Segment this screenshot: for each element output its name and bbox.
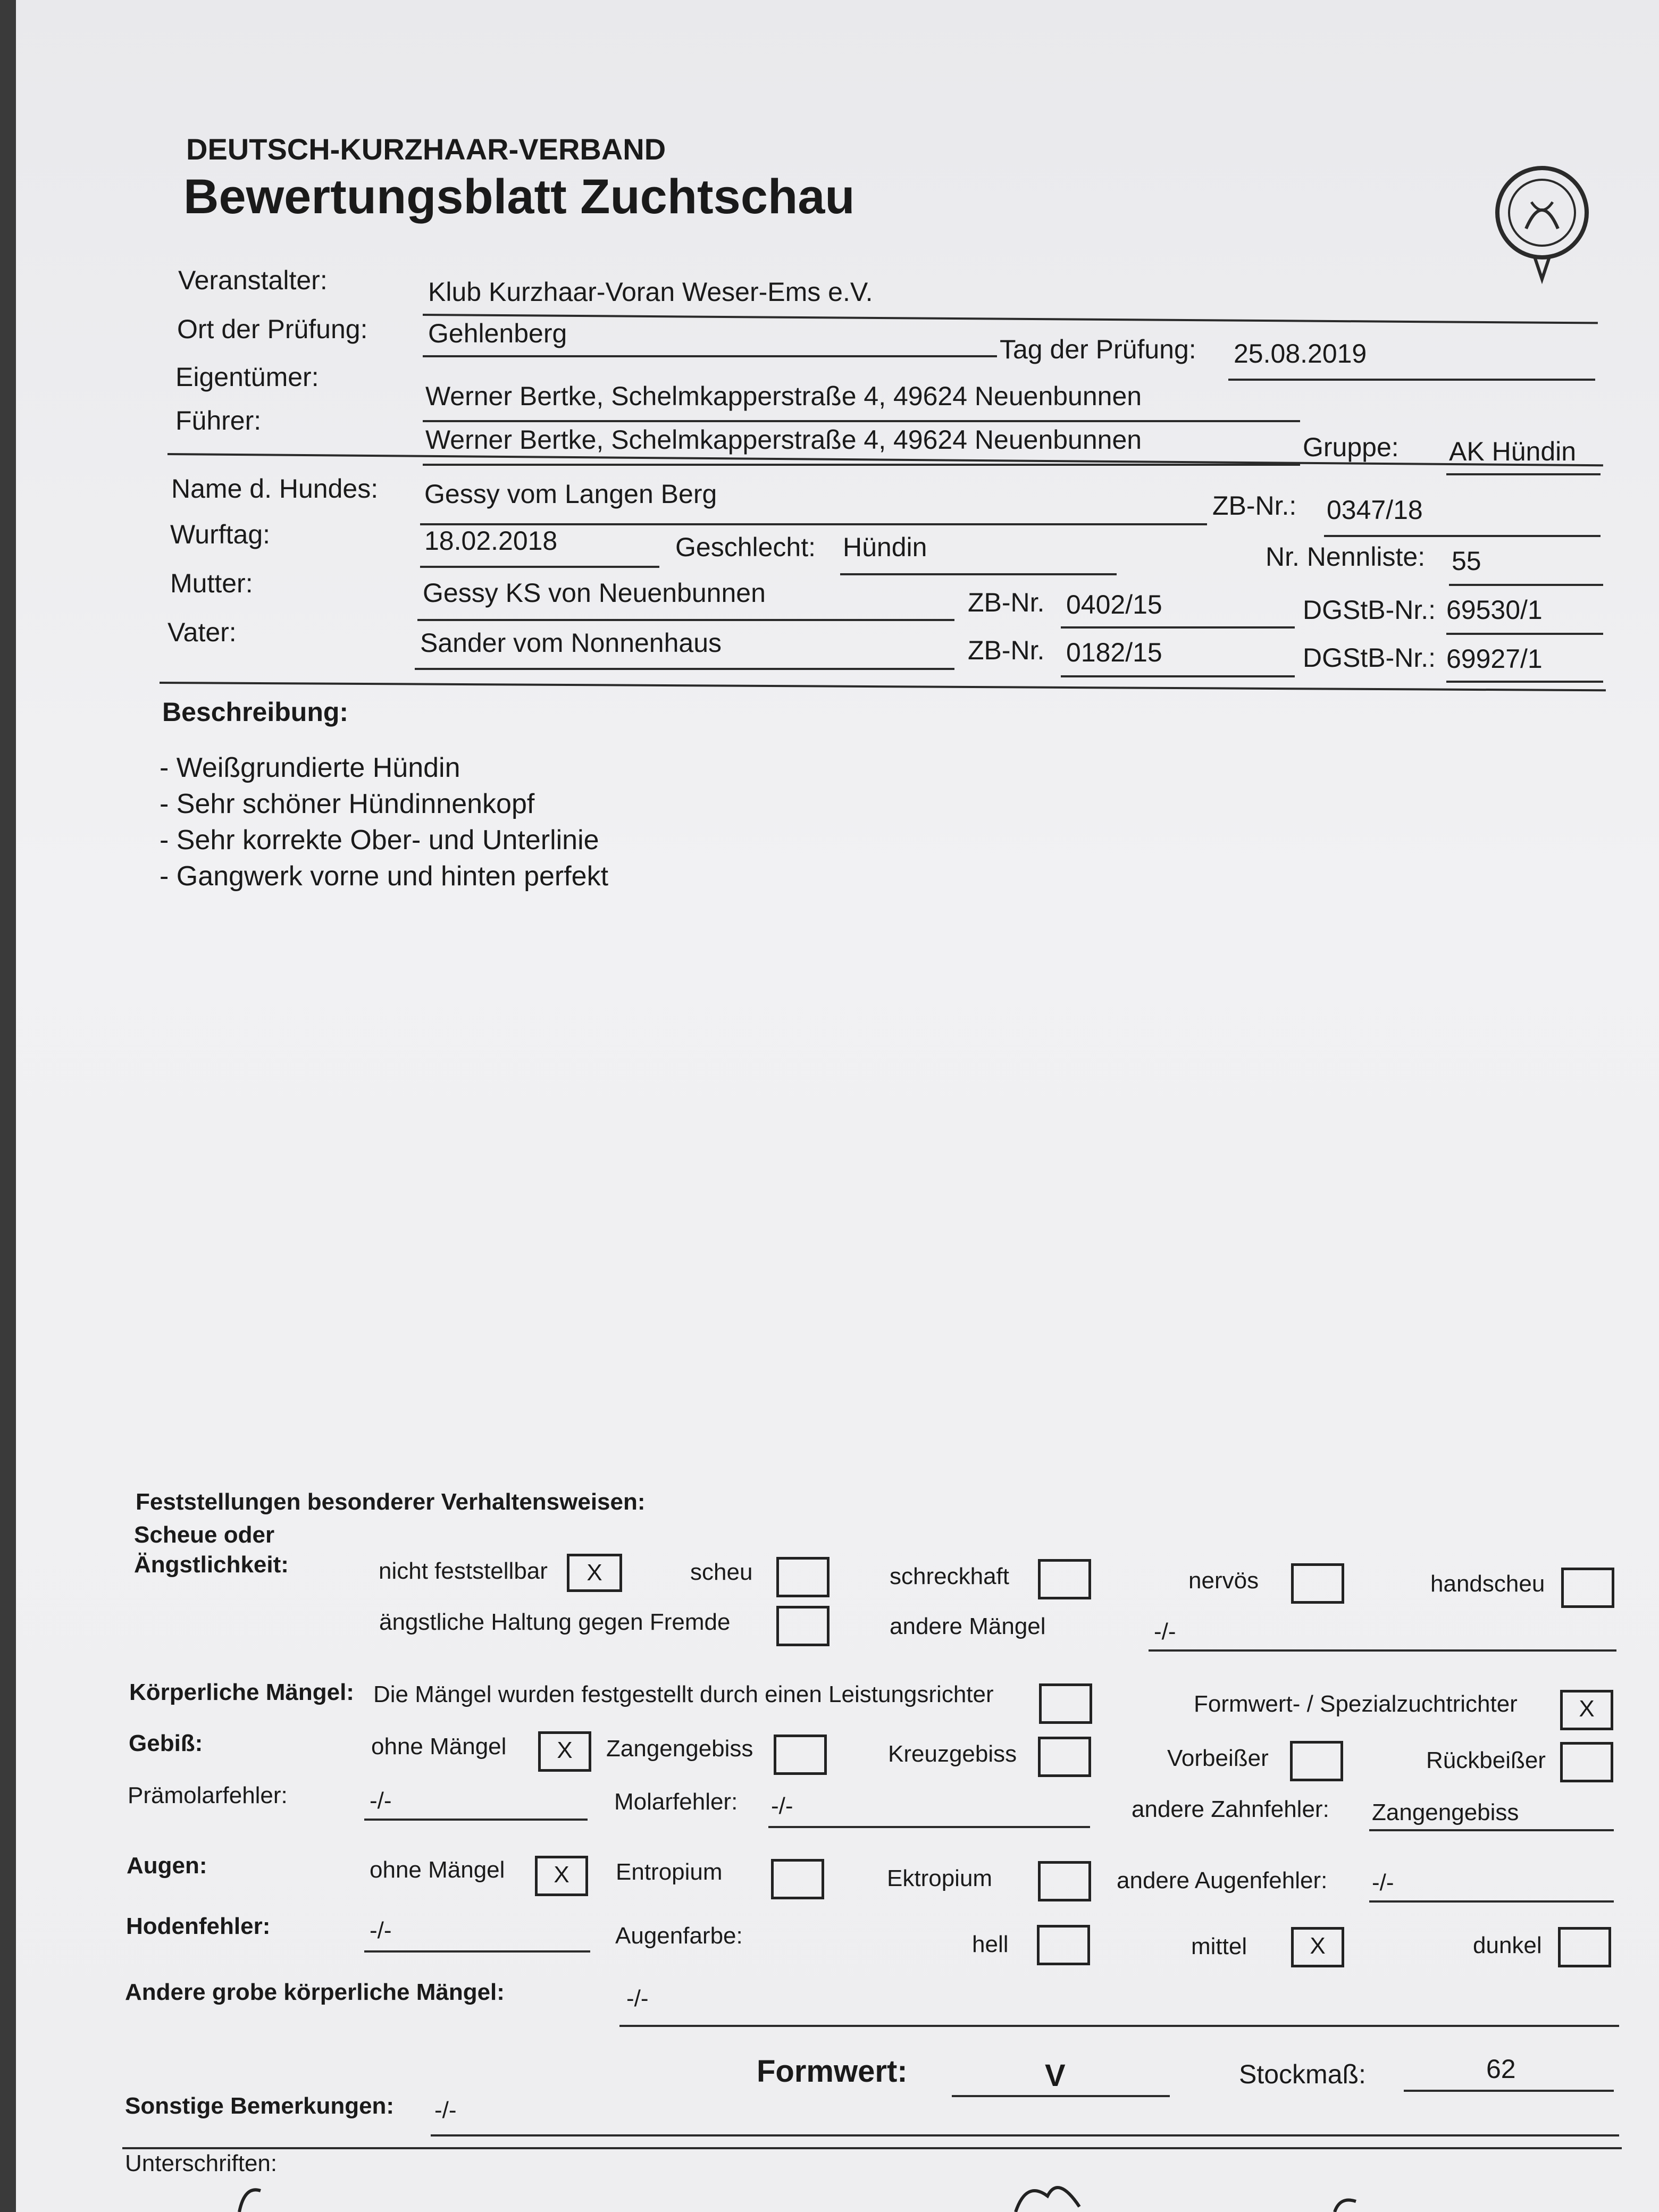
mittel-checkbox[interactable]: X bbox=[1291, 1927, 1344, 1967]
rueckbeisser-checkbox[interactable] bbox=[1560, 1742, 1613, 1782]
scheue-label-1: Scheue oder bbox=[134, 1522, 275, 1548]
hoden-label: Hodenfehler: bbox=[126, 1913, 271, 1939]
mutter-dgstb-value: 69530/1 bbox=[1446, 595, 1543, 625]
signatures-icon bbox=[218, 2175, 1441, 2212]
mutter-zb-value: 0402/15 bbox=[1066, 590, 1162, 619]
praemolar-label: Prämolarfehler: bbox=[128, 1782, 288, 1808]
beschreibung-list bbox=[160, 750, 608, 894]
name-value: Gessy vom Langen Berg bbox=[424, 479, 717, 509]
fuehrer-line bbox=[423, 464, 1300, 466]
formwert-label: Formwert: bbox=[757, 2054, 908, 2089]
geschlecht-label: Geschlecht: bbox=[675, 532, 816, 562]
vater-label: Vater: bbox=[167, 617, 237, 647]
veranstalter-line bbox=[423, 314, 1598, 324]
tag-line bbox=[1228, 379, 1595, 381]
wurftag-label: Wurftag: bbox=[170, 520, 271, 549]
mutter-zb-label: ZB-Nr. bbox=[968, 588, 1045, 617]
page-title: Bewertungsblatt Zuchtschau bbox=[183, 170, 855, 224]
vater-dgstb-label: DGStB-Nr.: bbox=[1303, 643, 1436, 673]
stockmass-value: 62 bbox=[1486, 2054, 1516, 2084]
unterschriften-label: Unterschriften: bbox=[125, 2150, 278, 2176]
kreuzgebiss-label: Kreuzgebiss bbox=[888, 1741, 1017, 1767]
andere-maengel-label: andere Mängel bbox=[890, 1613, 1046, 1639]
nervoes-checkbox[interactable] bbox=[1291, 1563, 1344, 1604]
bemerkungen-value: -/- bbox=[434, 2097, 457, 2123]
nicht-feststellbar-label: nicht feststellbar bbox=[379, 1558, 548, 1584]
vorbeisser-checkbox[interactable] bbox=[1290, 1741, 1343, 1781]
mittel-label: mittel bbox=[1191, 1933, 1247, 1959]
ektropium-label: Ektropium bbox=[887, 1865, 993, 1891]
scheu-label: scheu bbox=[690, 1559, 753, 1585]
nicht-feststellbar-checkbox[interactable]: X bbox=[567, 1554, 622, 1592]
schreckhaft-label: schreckhaft bbox=[890, 1563, 1009, 1589]
hoden-value: -/- bbox=[370, 1917, 392, 1943]
scheue-label-2: Ängstlichkeit: bbox=[134, 1552, 289, 1578]
wurftag-line bbox=[420, 566, 659, 568]
gebiss-label: Gebiß: bbox=[129, 1730, 203, 1756]
fuehrer-value: Werner Bertke, Schelmkapperstraße 4, 49624 Neuenbunnen bbox=[425, 425, 1142, 455]
eigentuemer-label: Eigentümer: bbox=[175, 362, 319, 392]
list-item: - Weißgrundierte Hündin bbox=[160, 752, 460, 783]
dunkel-label: dunkel bbox=[1473, 1932, 1542, 1958]
nervoes-label: nervös bbox=[1188, 1568, 1259, 1594]
ektropium-checkbox[interactable] bbox=[1038, 1861, 1091, 1901]
mutter-value: Gessy KS von Neuenbunnen bbox=[423, 578, 766, 608]
kreuzgebiss-checkbox[interactable] bbox=[1038, 1737, 1091, 1777]
zb-label: ZB-Nr.: bbox=[1212, 491, 1297, 521]
vater-dgstb-value: 69927/1 bbox=[1446, 644, 1543, 674]
formwert-richter-checkbox[interactable]: X bbox=[1560, 1690, 1613, 1730]
veranstalter-value: Klub Kurzhaar-Voran Weser-Ems e.V. bbox=[428, 277, 873, 307]
andere-augen-label: andere Augenfehler: bbox=[1117, 1867, 1328, 1893]
formwert-value: V bbox=[1045, 2058, 1066, 2093]
zangengebiss-checkbox[interactable] bbox=[774, 1735, 827, 1775]
form-sheet bbox=[16, 0, 1659, 2212]
augenfarbe-label: Augenfarbe: bbox=[615, 1923, 743, 1949]
aengstlich-label: ängstliche Haltung gegen Fremde bbox=[379, 1609, 731, 1635]
augen-ohne-checkbox[interactable]: X bbox=[535, 1856, 588, 1896]
grobe-value: -/- bbox=[626, 1985, 649, 2012]
andere-zahn-value: Zangengebiss bbox=[1372, 1799, 1519, 1825]
nennliste-value: 55 bbox=[1452, 546, 1481, 576]
section-divider-2 bbox=[160, 682, 1606, 691]
dunkel-checkbox[interactable] bbox=[1558, 1927, 1611, 1967]
zb-value: 0347/18 bbox=[1327, 495, 1423, 525]
mutter-dgstb-label: DGStB-Nr.: bbox=[1303, 595, 1436, 625]
beschreibung-heading: Beschreibung: bbox=[162, 697, 349, 727]
entropium-label: Entropium bbox=[616, 1859, 723, 1885]
tag-label: Tag der Prüfung: bbox=[1000, 334, 1196, 364]
rueckbeisser-label: Rückbeißer bbox=[1426, 1747, 1546, 1773]
list-item: - Sehr schöner Hündinnenkopf bbox=[160, 789, 535, 819]
mutter-zb-line bbox=[1061, 626, 1295, 629]
leistungsrichter-checkbox[interactable] bbox=[1039, 1683, 1092, 1724]
zb-line bbox=[1324, 535, 1601, 537]
vater-zb-value: 0182/15 bbox=[1066, 638, 1162, 667]
aengstlich-checkbox[interactable] bbox=[776, 1606, 830, 1646]
andere-zahn-line bbox=[1369, 1829, 1614, 1831]
andere-zahn-label: andere Zahnfehler: bbox=[1132, 1796, 1329, 1822]
stockmass-line bbox=[1404, 2090, 1614, 2092]
wurftag-value: 18.02.2018 bbox=[424, 526, 558, 556]
geschlecht-line bbox=[840, 573, 1117, 575]
gruppe-label: Gruppe: bbox=[1303, 432, 1399, 462]
augen-ohne-label: ohne Mängel bbox=[370, 1857, 505, 1883]
verhalten-heading: Feststellungen besonderer Verhaltensweisen: bbox=[136, 1489, 646, 1515]
scheu-checkbox[interactable] bbox=[776, 1557, 830, 1597]
bemerkungen-line bbox=[431, 2134, 1619, 2136]
vater-zb-line bbox=[1061, 675, 1295, 677]
molar-line bbox=[768, 1826, 1090, 1828]
entropium-checkbox[interactable] bbox=[771, 1859, 824, 1899]
list-item: - Sehr korrekte Ober- und Unterlinie bbox=[160, 825, 599, 856]
formwert-line bbox=[952, 2095, 1170, 2097]
handscheu-label: handscheu bbox=[1430, 1571, 1545, 1597]
koerper-heading: Körperliche Mängel: bbox=[129, 1679, 354, 1705]
vater-dgstb-line bbox=[1446, 681, 1603, 683]
augen-label: Augen: bbox=[127, 1853, 207, 1879]
footer-divider bbox=[122, 2147, 1622, 2149]
handscheu-checkbox[interactable] bbox=[1561, 1568, 1614, 1608]
bemerkungen-label: Sonstige Bemerkungen: bbox=[125, 2093, 395, 2119]
fuehrer-label: Führer: bbox=[175, 406, 262, 435]
vater-value: Sander vom Nonnenhaus bbox=[420, 628, 722, 658]
vater-zb-label: ZB-Nr. bbox=[968, 635, 1045, 665]
gebiss-ohne-checkbox[interactable]: X bbox=[538, 1731, 591, 1772]
mutter-dgstb-line bbox=[1446, 633, 1603, 635]
name-label: Name d. Hundes: bbox=[171, 474, 379, 504]
stockmass-label: Stockmaß: bbox=[1239, 2059, 1366, 2089]
hell-label: hell bbox=[972, 1931, 1009, 1957]
hoden-line bbox=[364, 1950, 590, 1953]
hell-checkbox[interactable] bbox=[1037, 1925, 1090, 1965]
andere-maengel-line bbox=[1149, 1649, 1616, 1652]
eigentuemer-line bbox=[423, 420, 1300, 422]
club-seal-icon bbox=[1489, 160, 1595, 287]
grobe-label: Andere grobe körperliche Mängel: bbox=[125, 1979, 505, 2005]
vorbeisser-label: Vorbeißer bbox=[1167, 1745, 1269, 1771]
org-name: DEUTSCH-KURZHAAR-VERBAND bbox=[186, 132, 666, 166]
gruppe-line bbox=[1446, 473, 1601, 475]
koerper-text: Die Mängel wurden festgestellt durch einen Leistungsrichter bbox=[373, 1681, 994, 1707]
list-item: - Gangwerk vorne und hinten perfekt bbox=[160, 861, 609, 892]
eigentuemer-value: Werner Bertke, Schelmkapperstraße 4, 49624 Neuenbunnen bbox=[425, 381, 1142, 411]
gruppe-value: AK Hündin bbox=[1449, 437, 1577, 466]
ort-value: Gehlenberg bbox=[428, 319, 567, 348]
grobe-line bbox=[619, 2025, 1619, 2027]
andere-augen-value: -/- bbox=[1372, 1870, 1394, 1896]
molar-label: Molarfehler: bbox=[614, 1789, 738, 1815]
vater-line bbox=[415, 668, 954, 670]
mutter-line bbox=[417, 619, 954, 621]
andere-maengel-value: -/- bbox=[1154, 1619, 1176, 1645]
ort-line bbox=[423, 355, 997, 357]
molar-value: -/- bbox=[771, 1793, 793, 1819]
zangengebiss-label: Zangengebiss bbox=[606, 1736, 753, 1762]
formwert-richter-label: Formwert- / Spezialzuchtrichter bbox=[1194, 1691, 1518, 1717]
geschlecht-value: Hündin bbox=[843, 532, 927, 562]
veranstalter-label: Veranstalter: bbox=[178, 265, 328, 295]
andere-augen-line bbox=[1369, 1900, 1614, 1903]
nennliste-line bbox=[1449, 584, 1603, 586]
mutter-label: Mutter: bbox=[170, 568, 253, 598]
praemolar-line bbox=[364, 1819, 588, 1821]
gebiss-ohne-label: ohne Mängel bbox=[371, 1733, 507, 1759]
tag-value: 25.08.2019 bbox=[1234, 339, 1367, 368]
nennliste-label: Nr. Nennliste: bbox=[1266, 542, 1426, 572]
praemolar-value: -/- bbox=[370, 1788, 392, 1814]
schreckhaft-checkbox[interactable] bbox=[1038, 1559, 1091, 1599]
ort-label: Ort der Prüfung: bbox=[177, 314, 368, 344]
